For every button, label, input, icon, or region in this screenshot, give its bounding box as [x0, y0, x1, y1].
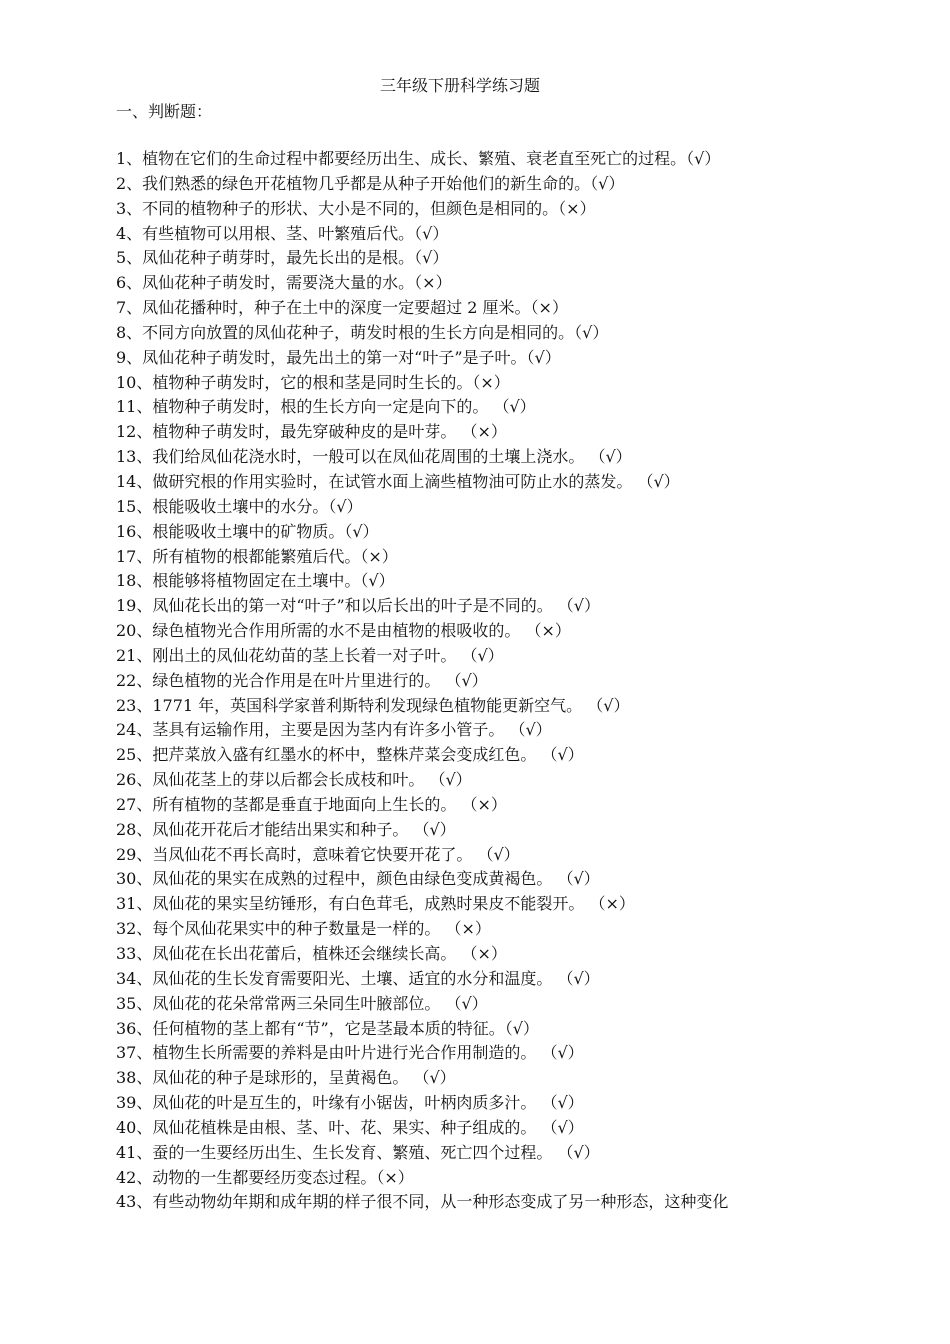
- list-item: 20、绿色植物光合作用所需的水不是由植物的根吸收的。 （×）: [116, 621, 571, 641]
- list-item: 23、1771 年，英国科学家普利斯特利发现绿色植物能更新空气。 （√）: [116, 695, 630, 715]
- list-item: 37、植物生长所需要的养料是由叶片进行光合作用制造的。 （√）: [116, 1043, 584, 1063]
- page-title: 三年级下册科学练习题: [379, 76, 540, 95]
- list-item: 34、凤仙花的生长发育需要阳光、土壤、适宜的水分和温度。 （√）: [116, 968, 600, 988]
- list-item: 6、凤仙花种子萌发时，需要浇大量的水。（×）: [116, 273, 452, 293]
- list-item: 32、每个凤仙花果实中的种子数量是一样的。 （×）: [116, 919, 491, 939]
- list-item: 41、蚕的一生要经历出生、生长发育、繁殖、死亡四个过程。 （√）: [116, 1142, 600, 1162]
- list-item: 33、凤仙花在长出花蕾后，植株还会继续长高。 （×）: [116, 944, 507, 963]
- list-item: 4、有些植物可以用根、茎、叶繁殖后代。（√）: [116, 223, 449, 243]
- list-item: 30、凤仙花的果实在成熟的过程中，颜色由绿色变成黄褐色。 （√）: [116, 869, 600, 889]
- list-item: 22、绿色植物的光合作用是在叶片里进行的。 （√）: [116, 670, 488, 690]
- list-item: 17、所有植物的根都能繁殖后代。（×）: [116, 546, 398, 566]
- list-item: 27、所有植物的茎都是垂直于地面向上生长的。 （×）: [116, 794, 507, 814]
- list-item: 38、凤仙花的种子是球形的，呈黄褐色。 （√）: [116, 1068, 456, 1088]
- list-item: 14、做研究根的作用实验时，在试管水面上滴些植物油可防止水的蒸发。 （√）: [116, 471, 680, 491]
- list-item: 29、当凤仙花不再长高时，意味着它快要开花了。 （√）: [116, 844, 520, 864]
- list-item: 19、凤仙花长出的第一对“叶子”和以后长出的叶子是不同的。 （√）: [116, 596, 601, 616]
- list-item: 15、根能吸收土壤中的水分。（√）: [116, 496, 363, 516]
- list-item: 3、不同的植物种子的形状、大小是不同的，但颜色是相同的。（×）: [116, 198, 596, 218]
- list-item: 2、我们熟悉的绿色开花植物几乎都是从种子开始他们的新生命的。（√）: [116, 173, 625, 193]
- question-list: [116, 147, 876, 1215]
- list-item: 24、茎具有运输作用，主要是因为茎内有许多小管子。 （√）: [116, 720, 552, 740]
- list-item: 13、我们给凤仙花浇水时，一般可以在凤仙花周围的土壤上浇水。 （√）: [116, 447, 632, 467]
- list-item: 1、植物在它们的生命过程中都要经历出生、成长、繁殖、衰老直至死亡的过程。（√）: [116, 149, 721, 168]
- section-heading: 一、判断题：: [116, 102, 213, 121]
- list-item: 43、有些动物幼年期和成年期的样子很不同，从一种形态变成了另一种形态，这种变化: [116, 1192, 729, 1212]
- list-item: 12、植物种子萌发时，最先穿破种皮的是叶芽。 （×）: [116, 422, 507, 442]
- list-item: 35、凤仙花的花朵常常两三朵同生叶腋部位。 （√）: [116, 993, 488, 1013]
- list-item: 8、不同方向放置的凤仙花种子，萌发时根的生长方向是相同的。（√）: [116, 322, 609, 342]
- list-item: 16、根能吸收土壤中的矿物质。（√）: [116, 521, 379, 541]
- list-item: 26、凤仙花茎上的芽以后都会长成枝和叶。 （√）: [116, 770, 472, 790]
- list-item: 31、凤仙花的果实呈纺锤形，有白色茸毛，成熟时果皮不能裂开。 （×）: [116, 894, 635, 914]
- list-item: 5、凤仙花种子萌芽时，最先长出的是根。（√）: [116, 248, 449, 268]
- list-item: 21、刚出土的凤仙花幼苗的茎上长着一对子叶。 （√）: [116, 645, 504, 665]
- list-item: 18、根能够将植物固定在土壤中。（√）: [116, 571, 395, 591]
- list-item: 11、植物种子萌发时，根的生长方向一定是向下的。 （√）: [116, 397, 536, 417]
- list-item: 25、把芹菜放入盛有红墨水的杯中，整株芹菜会变成红色。 （√）: [116, 745, 584, 765]
- list-item: 9、凤仙花种子萌发时，最先出土的第一对“叶子”是子叶。（√）: [116, 347, 561, 367]
- list-item: 28、凤仙花开花后才能结出果实和种子。 （√）: [116, 819, 456, 839]
- list-item: 39、凤仙花的叶是互生的，叶缘有小锯齿，叶柄肉质多汁。 （√）: [116, 1093, 584, 1113]
- list-item: 42、动物的一生都要经历变态过程。（×）: [116, 1167, 414, 1187]
- list-item: 7、凤仙花播种时，种子在土中的深度一定要超过 2 厘米。（×）: [116, 298, 568, 318]
- list-item: 40、凤仙花植株是由根、茎、叶、花、果实、种子组成的。 （√）: [116, 1117, 584, 1137]
- list-item: 36、任何植物的茎上都有“节”，它是茎最本质的特征。（√）: [116, 1018, 539, 1038]
- list-item: 10、植物种子萌发时，它的根和茎是同时生长的。（×）: [116, 372, 510, 392]
